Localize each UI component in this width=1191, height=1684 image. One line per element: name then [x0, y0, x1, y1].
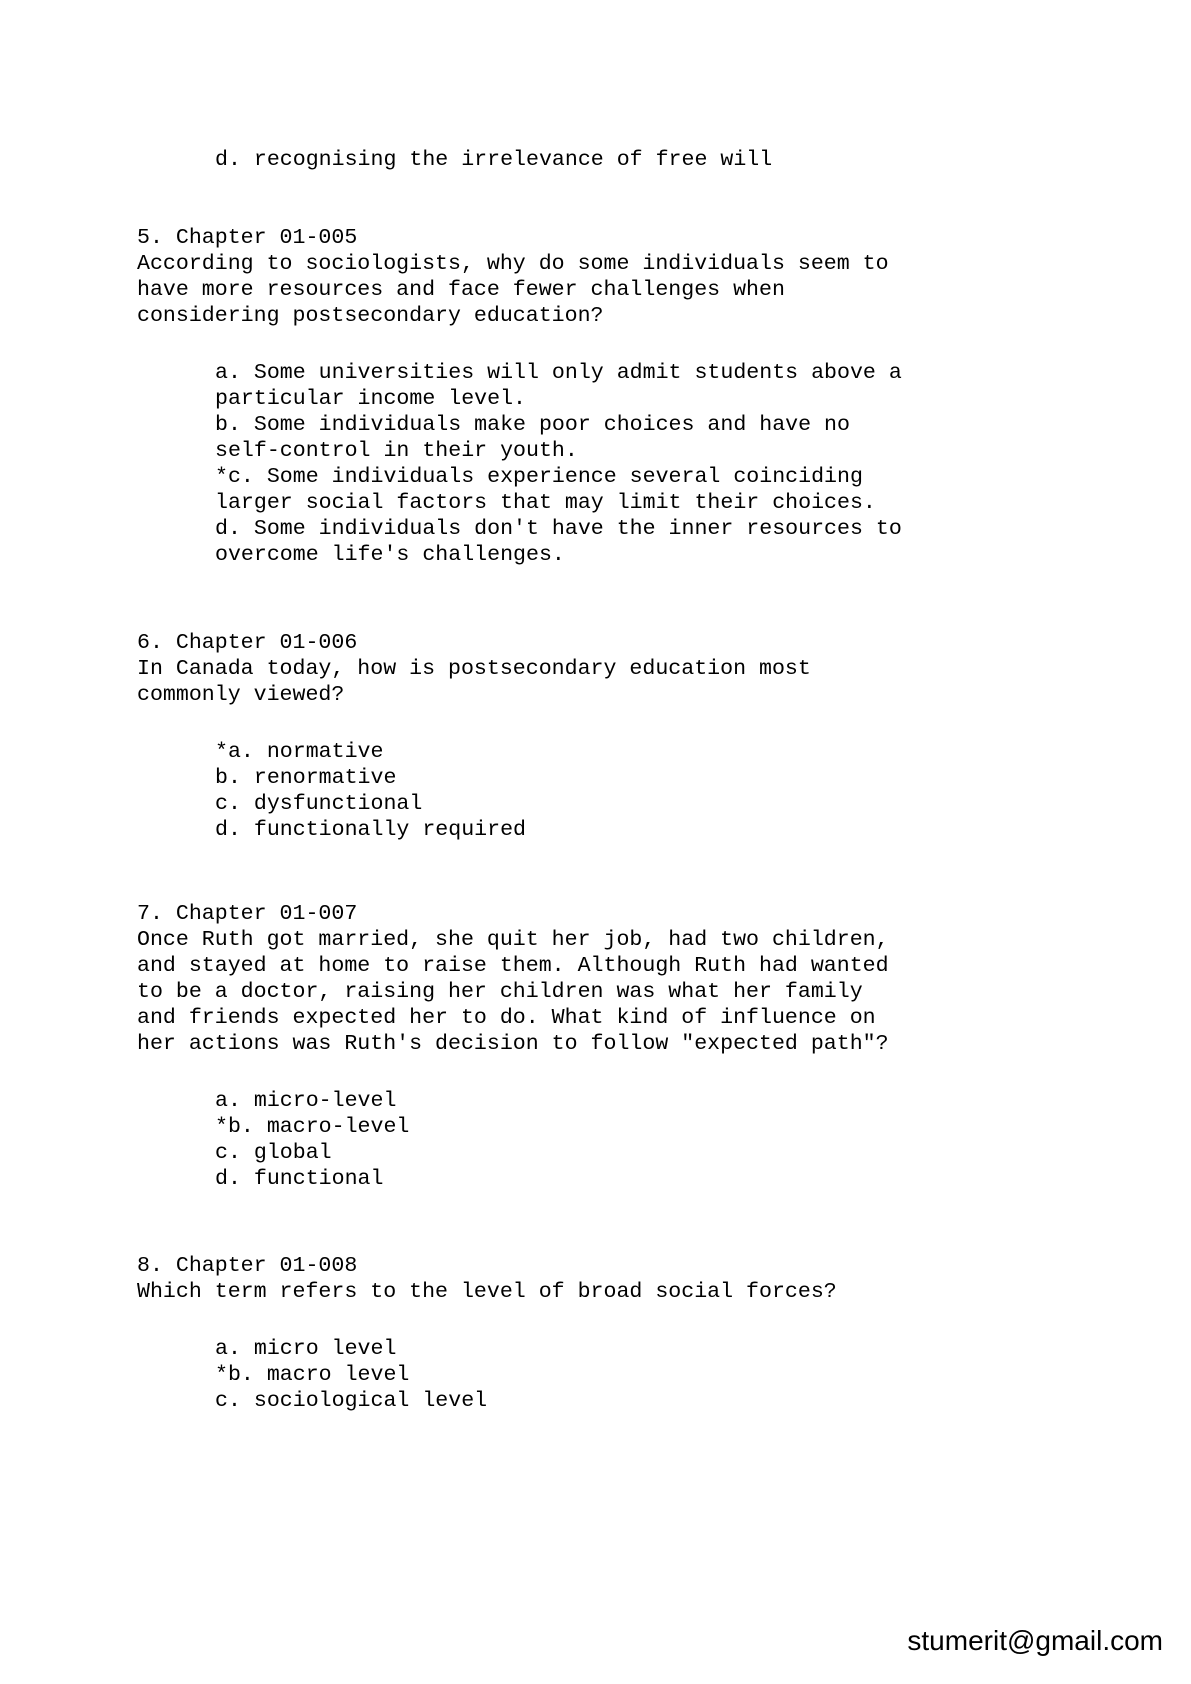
- answer-option: [215, 1388, 837, 1414]
- option-line: d. functionally required: [215, 818, 527, 842]
- stem-line: and friends expected her to do. What kind of influence on: [137, 1006, 876, 1030]
- answer-option: [215, 464, 902, 516]
- question-block: [137, 630, 811, 843]
- option-line: d. functional: [215, 1167, 384, 1191]
- answer-option: [215, 765, 811, 791]
- answer-option: [215, 1362, 837, 1388]
- answer-option: [215, 817, 811, 843]
- option-line: c. dysfunctional: [215, 792, 423, 816]
- stem-line: commonly viewed?: [137, 683, 345, 707]
- option-line: b. Some individuals make poor choices and have no: [215, 413, 850, 437]
- stem-line: to be a doctor, raising her children was what her family: [137, 980, 863, 1004]
- question-block: [137, 225, 902, 568]
- option-line: a. micro level: [215, 1337, 397, 1361]
- stem-line: Once Ruth got married, she quit her job, had two children,: [137, 928, 889, 952]
- answer-option: [215, 1114, 889, 1140]
- option-line: d. Some individuals don't have the inner resources to: [215, 517, 902, 541]
- option-line: c. global: [215, 1141, 332, 1165]
- question-stem: [137, 927, 889, 1057]
- question-stem: [137, 1279, 837, 1305]
- option-line: overcome life's challenges.: [215, 543, 565, 567]
- option-line: particular income level.: [215, 387, 527, 411]
- option-line: *a. normative: [215, 740, 384, 764]
- option-line: self-control in their youth.: [215, 439, 578, 463]
- answer-option: [215, 739, 811, 765]
- answer-option: [215, 1140, 889, 1166]
- footer-email: stumerit@gmail.com: [907, 1625, 1163, 1656]
- options-list: [215, 1336, 837, 1414]
- question-stem: [137, 251, 902, 329]
- option-line: c. sociological level: [215, 1389, 488, 1413]
- option-line: a. Some universities will only admit students above a: [215, 361, 902, 385]
- option-line: *c. Some individuals experience several coinciding: [215, 465, 863, 489]
- answer-option: [215, 791, 811, 817]
- question-stem: [137, 656, 811, 708]
- answer-option: [215, 1336, 837, 1362]
- answer-option: [215, 516, 902, 568]
- stem-line: In Canada today, how is postsecondary education most: [137, 657, 811, 681]
- stem-line: have more resources and face fewer challenges when: [137, 278, 785, 302]
- question-heading: 5. Chapter 01-005: [137, 226, 358, 250]
- option-line: *b. macro-level: [215, 1115, 410, 1139]
- option-line: a. micro-level: [215, 1089, 397, 1113]
- answer-option: [215, 360, 902, 412]
- option-line: b. renormative: [215, 766, 397, 790]
- question-block: [137, 1253, 837, 1414]
- stem-line: According to sociologists, why do some individuals seem to: [137, 252, 889, 276]
- answer-option: [215, 1166, 889, 1192]
- stem-line: considering postsecondary education?: [137, 304, 604, 328]
- answer-option: [215, 412, 902, 464]
- question-heading: 8. Chapter 01-008: [137, 1254, 358, 1278]
- question-block: [137, 901, 889, 1192]
- answer-option: [215, 1088, 889, 1114]
- question-heading: 6. Chapter 01-006: [137, 631, 358, 655]
- options-list: [215, 739, 811, 843]
- option-line: larger social factors that may limit their choices.: [215, 491, 876, 515]
- options-list: [215, 1088, 889, 1192]
- options-list: [215, 360, 902, 568]
- stem-line: Which term refers to the level of broad social forces?: [137, 1280, 837, 1304]
- stem-line: and stayed at home to raise them. Although Ruth had wanted: [137, 954, 889, 978]
- question-heading: 7. Chapter 01-007: [137, 902, 358, 926]
- option-line: d. recognising the irrelevance of free will: [215, 148, 773, 172]
- partial-question-block: [215, 147, 772, 173]
- stem-line: her actions was Ruth's decision to follow "expected path"?: [137, 1032, 889, 1056]
- option-line: *b. macro level: [215, 1363, 410, 1387]
